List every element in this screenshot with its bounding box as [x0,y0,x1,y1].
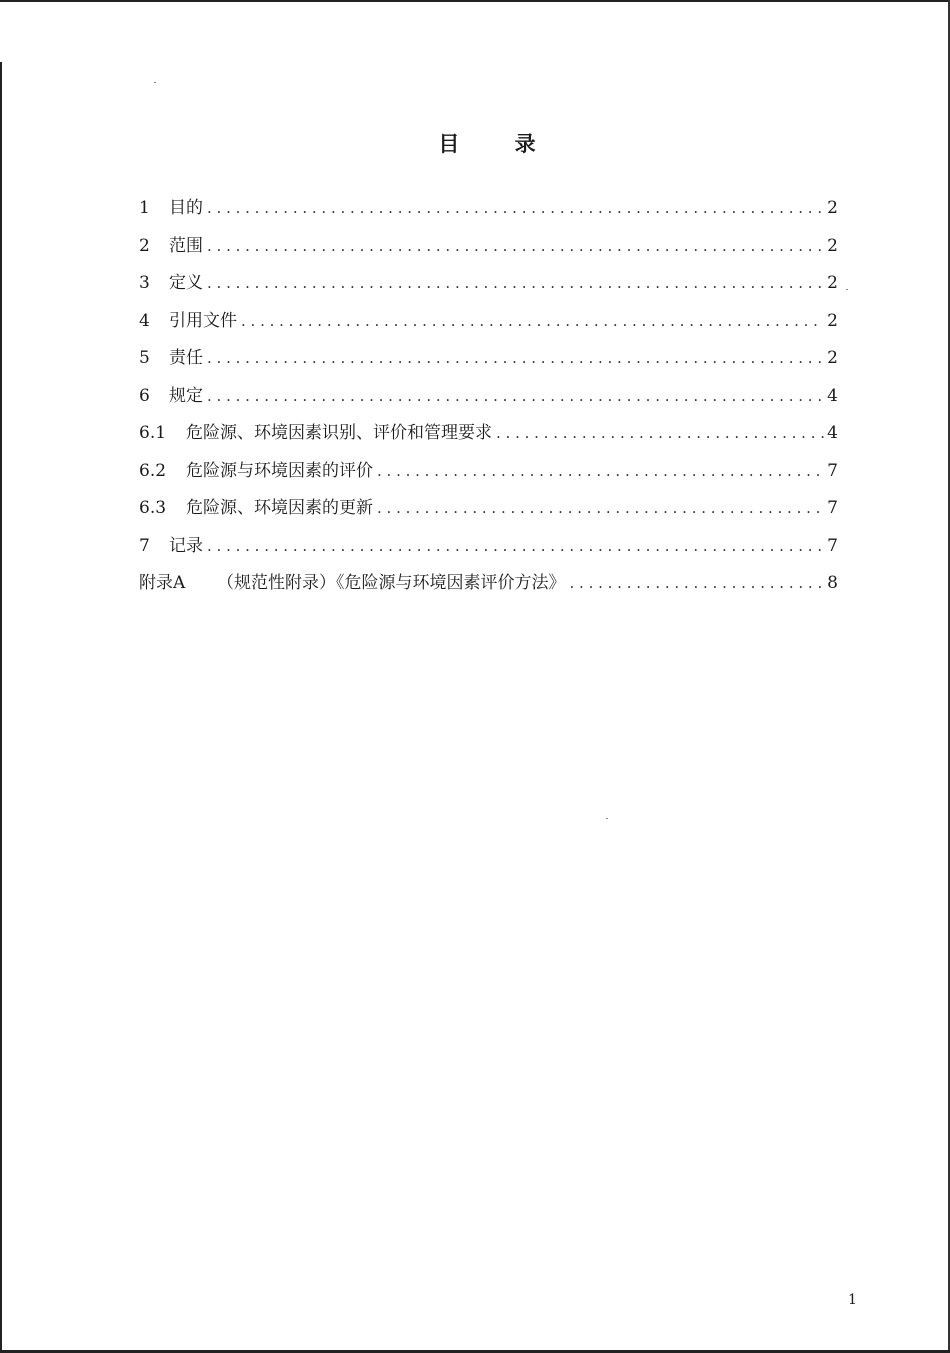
toc-list [139,195,838,608]
toc-entry-number: 4 [139,310,150,331]
toc-entry-title: 范围 [169,235,203,256]
scan-speck [606,818,608,819]
toc-entry[interactable] [139,420,838,458]
toc-entry[interactable] [139,345,838,383]
toc-entry-number: 6 [139,385,150,406]
toc-entry-title: 规定 [169,385,203,406]
toc-entry-page: 2 [827,273,838,293]
dot-leader [207,233,824,259]
toc-entry-number: 1 [139,198,150,218]
toc-entry[interactable] [139,533,838,571]
toc-entry[interactable] [139,458,838,496]
toc-entry-page: 7 [827,460,838,481]
toc-entry-number: 5 [139,348,150,368]
dot-leader [207,533,824,559]
toc-entry-title: 危险源与环境因素的评价 [186,460,373,481]
dot-leader [207,195,824,221]
dot-leader [570,570,825,596]
toc-entry-page: 8 [827,573,838,593]
toc-entry-title: 定义 [169,273,203,293]
toc-entry-number: 附录A [139,573,186,593]
scan-edge-top [0,0,950,2]
dot-leader [377,495,824,521]
toc-entry-page: 2 [827,198,838,218]
toc-entry-page: 4 [827,385,838,406]
dot-leader [207,345,824,371]
page-title: 目 录 [438,131,560,156]
toc-entry-title: 引用文件 [169,310,237,331]
toc-entry-number: 2 [139,235,150,256]
toc-entry[interactable] [139,233,838,271]
toc-entry-appendix[interactable] [139,570,838,608]
scan-speck [846,289,848,290]
toc-entry[interactable] [139,195,838,233]
toc-entry-title: 危险源、环境因素识别、评价和管理要求 [186,423,492,443]
toc-entry-title: 目的 [169,198,203,218]
scan-speck [154,82,156,83]
toc-entry-title: （规范性附录）《危险源与环境因素评价方法》 [217,573,566,593]
toc-entry-number: 3 [139,273,150,293]
toc-entry-page: 4 [827,423,838,443]
toc-entry-title: 危险源、环境因素的更新 [186,498,373,518]
toc-entry[interactable] [139,495,838,533]
toc-entry-number: 6.2 [139,460,167,481]
toc-entry-page: 7 [827,498,838,518]
toc-entry-page: 7 [827,535,838,556]
toc-entry-number: 6.1 [139,423,167,443]
toc-entry-title: 记录 [169,535,203,556]
toc-entry-page: 2 [827,310,838,331]
dot-leader [207,270,824,296]
scan-edge-left [0,62,2,1353]
dot-leader [496,420,824,446]
toc-entry-page: 2 [827,348,838,368]
dot-leader [241,308,824,334]
dot-leader [207,383,824,409]
toc-entry-number: 6.3 [139,498,167,518]
toc-entry[interactable] [139,270,838,308]
toc-entry[interactable] [139,308,838,346]
dot-leader [377,458,824,484]
toc-entry[interactable] [139,383,838,421]
toc-entry-number: 7 [139,535,150,556]
toc-entry-page: 2 [827,235,838,256]
page-number: 1 [848,1292,857,1308]
toc-entry-title: 责任 [169,348,203,368]
